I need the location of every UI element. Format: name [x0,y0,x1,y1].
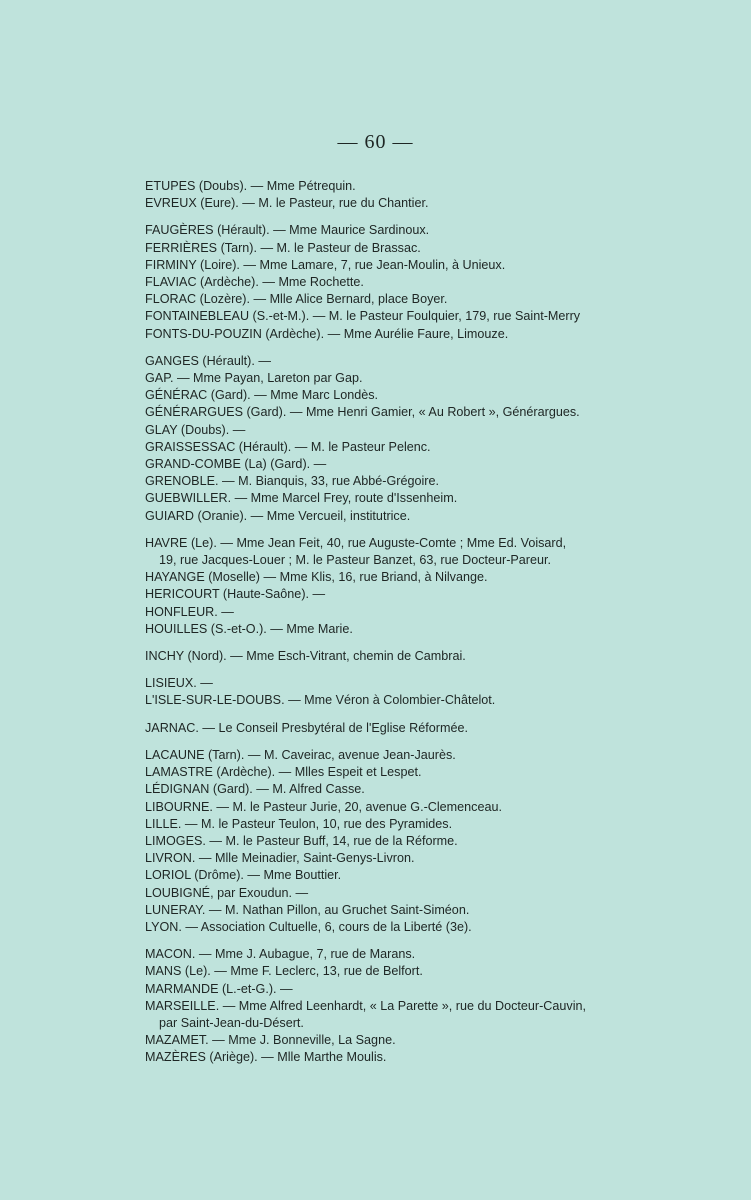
directory-entry: LIBOURNE. — M. le Pasteur Jurie, 20, avenue G.-Clemenceau. [145,799,502,814]
directory-entry: HAYANGE (Moselle) — Mme Klis, 16, rue Briand, à Nilvange. [145,570,488,585]
directory-entry: MANS (Le). — Mme F. Leclerc, 13, rue de Belfort. [145,964,423,979]
directory-entry: MAZÈRES (Ariège). — Mlle Marthe Moulis. [145,1050,387,1065]
directory-entry: HERICOURT (Haute-Saône). — [145,587,326,602]
directory-entry: GÉNÉRARGUES (Gard). — Mme Henri Gamier, « Au Robert », Générargues. [145,405,580,420]
directory-entry: MAZAMET. — Mme J. Bonneville, La Sagne. [145,1033,396,1048]
directory-entry: FAUGÈRES (Hérault). — Mme Maurice Sardinoux. [145,223,430,238]
directory-entry: LOUBIGNÉ, par Exoudun. — [145,885,309,900]
directory-entry: LAMASTRE (Ardèche). — Mlles Espeit et Lespet. [145,765,422,780]
entry-group [145,222,673,342]
directory-entry: MARSEILLE. — Mme Alfred Leenhardt, « La Parette », rue du Docteur-Cauvin, [145,998,587,1013]
directory-entry: GRAISSESSAC (Hérault). — M. le Pasteur Pelenc. [145,439,431,454]
directory-entry: GUIARD (Oranie). — Mme Vercueil, institutrice. [145,508,411,523]
directory-entry: LUNERAY. — M. Nathan Pillon, au Gruchet Saint-Siméon. [145,902,470,917]
directory-entry: MARMANDE (L.-et-G.). — [145,981,293,996]
directory-entry: GRENOBLE. — M. Bianquis, 33, rue Abbé-Grégoire. [145,474,439,489]
directory-entry: MACON. — Mme J. Aubague, 7, rue de Marans. [145,947,416,962]
directory-entry: GUEBWILLER. — Mme Marcel Frey, route d'Issenheim. [145,491,458,506]
page-number: — 60 — [337,131,414,153]
entry-group [145,648,673,665]
directory-entry: par Saint-Jean-du-Désert. [159,1015,304,1030]
directory-entry: FONTS-DU-POUZIN (Ardèche). — Mme Aurélie Faure, Limouze. [145,326,509,341]
directory-entry: GLAY (Doubs). — [145,422,246,437]
directory-entry: HOUILLES (S.-et-O.). — Mme Marie. [145,621,353,636]
directory-entry: FLORAC (Lozère). — Mlle Alice Bernard, place Boyer. [145,292,448,307]
directory-entry: LORIOL (Drôme). — Mme Bouttier. [145,868,342,883]
directory-entry: LIVRON. — Mlle Meinadier, Saint-Genys-Livron. [145,851,415,866]
directory-entry: INCHY (Nord). — Mme Esch-Vitrant, chemin de Cambrai. [145,649,466,664]
entry-group [145,747,673,936]
directory-entry: LILLE. — M. le Pasteur Teulon, 10, rue des Pyramides. [145,816,453,831]
directory-entry: 19, rue Jacques-Louer ; M. le Pasteur Banzet, 63, rue Docteur-Pareur. [159,553,552,568]
directory-entries [145,178,673,1077]
directory-entry: ETUPES (Doubs). — Mme Pétrequin. [145,179,356,193]
entry-group [145,675,673,709]
directory-entry: GAP. — Mme Payan, Lareton par Gap. [145,371,363,386]
directory-entry: EVREUX (Eure). — M. le Pasteur, rue du Chantier. [145,196,429,211]
directory-entry: GANGES (Hérault). — [145,353,271,368]
directory-entry: HAVRE (Le). — Mme Jean Feit, 40, rue Auguste-Comte ; Mme Ed. Voisard, [145,535,567,550]
directory-entry: FERRIÈRES (Tarn). — M. le Pasteur de Brassac. [145,240,421,255]
directory-entry: LISIEUX. — [145,676,213,691]
directory-entry: JARNAC. — Le Conseil Presbytéral de l'Eglise Réformée. [145,720,468,735]
entry-group [145,178,673,212]
directory-entry: LYON. — Association Cultuelle, 6, cours de la Liberté (3e). [145,919,472,934]
entry-group [145,535,673,638]
directory-entry: FIRMINY (Loire). — Mme Lamare, 7, rue Jean-Moulin, à Unieux. [145,257,506,272]
directory-entry: GRAND-COMBE (La) (Gard). — [145,457,327,472]
entry-group [145,720,673,737]
directory-entry: GÉNÉRAC (Gard). — Mme Marc Londès. [145,388,379,403]
directory-entry: L'ISLE-SUR-LE-DOUBS. — Mme Véron à Colombier-Châtelot. [145,693,496,708]
directory-entry: HONFLEUR. — [145,604,234,619]
directory-entry: LACAUNE (Tarn). — M. Caveirac, avenue Jean-Jaurès. [145,747,456,762]
directory-entry: FLAVIAC (Ardèche). — Mme Rochette. [145,275,364,290]
directory-entry: LIMOGES. — M. le Pasteur Buff, 14, rue de la Réforme. [145,833,458,848]
entry-group [145,946,673,1066]
entry-group [145,353,673,525]
directory-entry: FONTAINEBLEAU (S.-et-M.). — M. le Pasteur Foulquier, 179, rue Saint-Merry [145,309,581,324]
directory-entry: LÉDIGNAN (Gard). — M. Alfred Casse. [145,782,365,797]
